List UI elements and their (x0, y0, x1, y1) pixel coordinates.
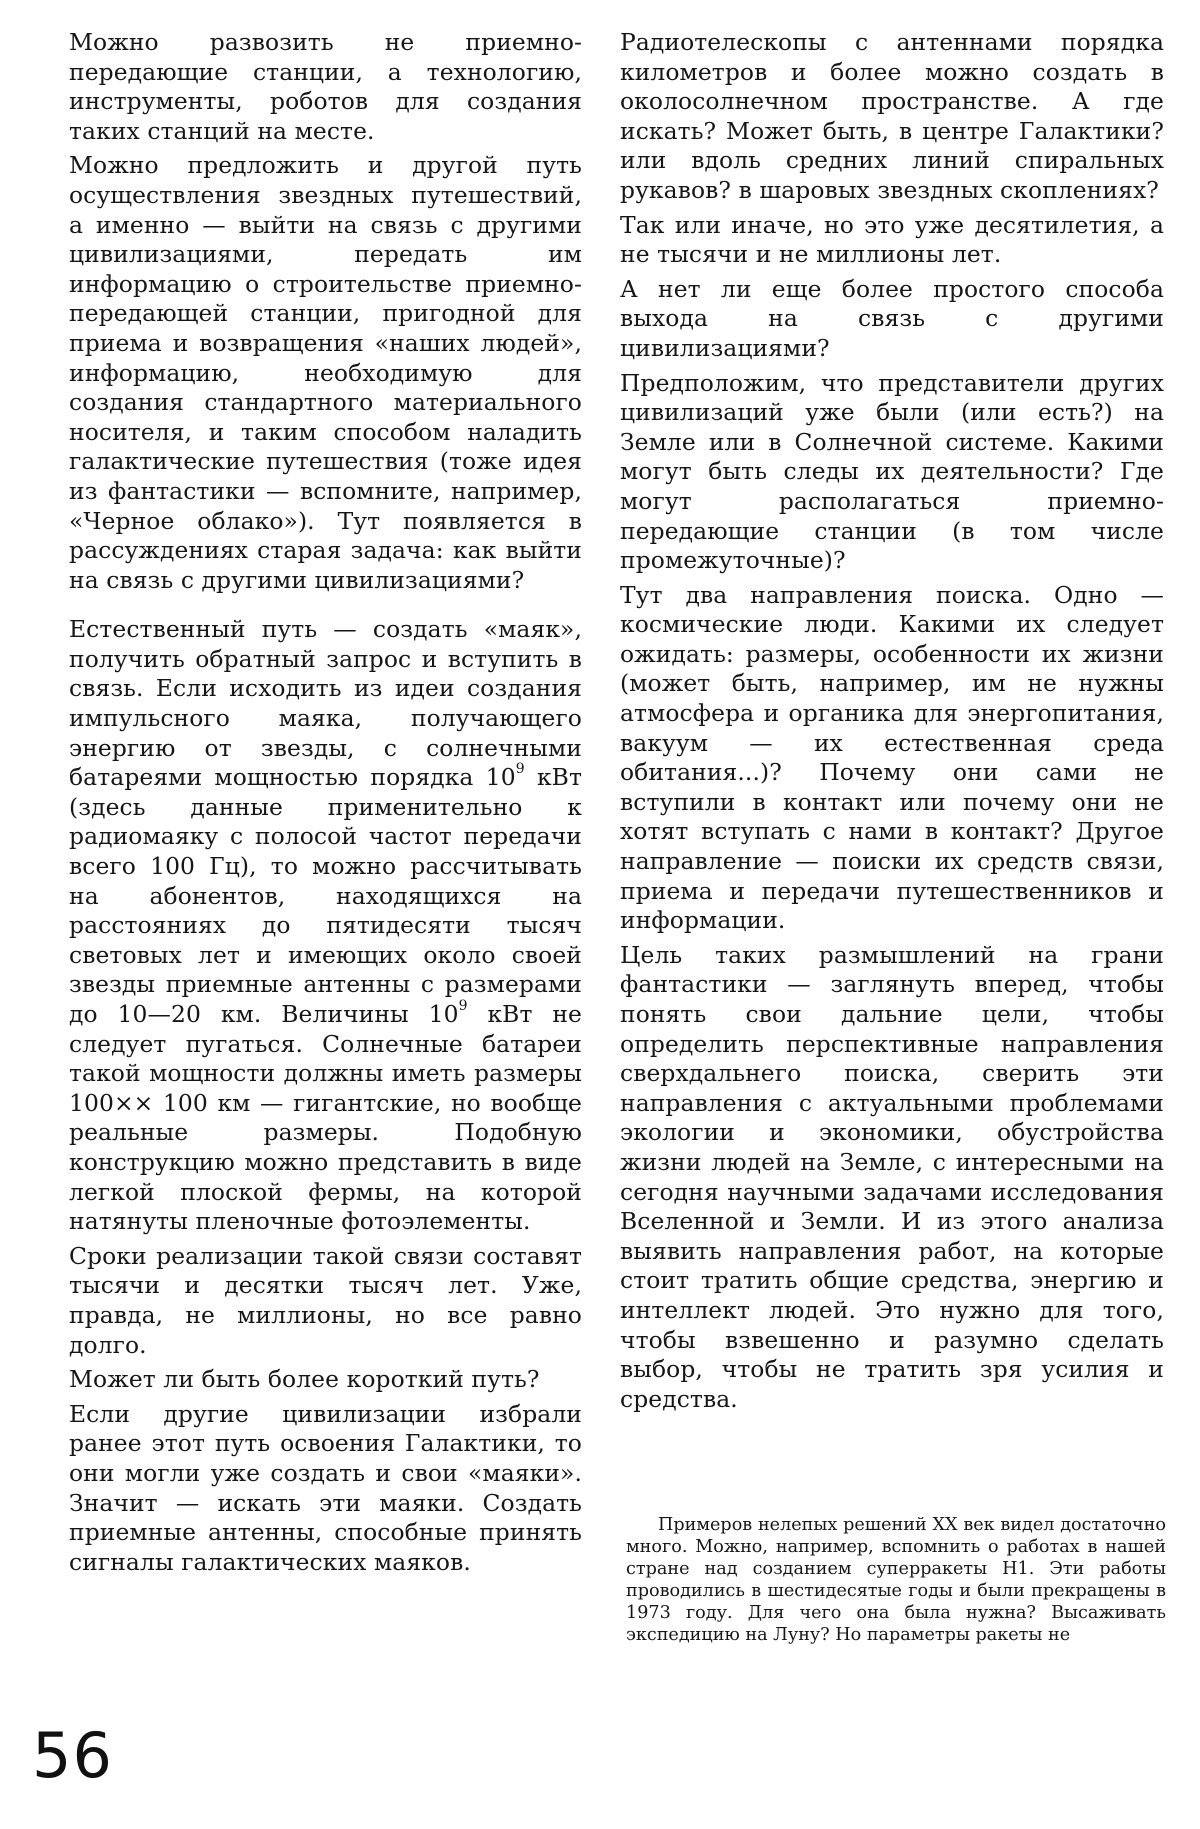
paragraph: Цель таких размышлений на грани фантастики — заглянуть вперед, чтобы понять свои дальние цели, чтобы определить перспективные направления сверхдальнего поиска, сверить эти направления с актуальными проблемами экологии и экономики, обустройства жизни людей на Земле, с интересными на сегодня научными задачами исследования Вселенной и Земли. И из этого анализа выявить направления работ, на которые стоит тратить общие средства, энергию и интеллект людей. Это нужно для того, чтобы взвешенно и разумно сделать выбор, чтобы не тратить зря усилия и средства. (620, 940, 1164, 1413)
paragraph-part: кВт не следует пугаться. Солнечные батареи такой мощности должны иметь размеры 100×× 100 км — гигантские, но вообще реальные размеры. Подобную конструкцию можно представить в виде легкой плоской фермы, на которой натянуты пленочные фотоэлементы. (69, 1000, 582, 1236)
page-number: 56 (32, 1719, 113, 1792)
exponent: 9 (458, 998, 468, 1015)
paragraph: Если другие цивилизации избрали ранее этот путь освоения Галактики, то они могли уже создать и свои «маяки». Значит — искать эти маяки. Создать приемные антенны, способные принять сигналы галактических маяков. (69, 1399, 582, 1576)
paragraph: Сроки реализации такой связи составят тысячи и десятки тысяч лет. Уже, правда, не миллионы, но все равно долго. (69, 1241, 582, 1359)
paragraph-part: кВт (здесь данные применительно к радиомаяку с полосой частот передачи всего 100 Гц), то можно рассчитывать на абонентов, находящихся на расстояниях до пятидесяти тысяч световых лет и имеющих около своей звезды приемные антенны с размерами до 10—20 км. Величины 10 (69, 763, 582, 1028)
left-column (69, 28, 582, 1577)
footnote: Примеров нелепых решений XX век видел достаточно много. Можно, например, вспомнить о работах в нашей стране над созданием суперракеты Н1. Эти работы проводились в шестидесятые годы и были прекращены в 1973 году. Для чего она была нужна? Высаживать экспедицию на Луну? Но параметры ракеты не (626, 1515, 1166, 1645)
exponent: 9 (515, 761, 525, 778)
paragraph: Можно предложить и другой путь осуществления звездных путешествий, а именно — выйти на связь с другими цивилизациями, передать им информацию о строительстве приемно-передающей станции, пригодной для приема и возвращения «наших людей», информацию, необходимую для создания стандартного материального носителя, и таким способом наладить галактические путешествия (тоже идея из фантастики — вспомните, например, «Черное облако»). Тут появляется в рассуждениях старая задача: как выйти на связь с другими цивилизациями? (69, 151, 582, 594)
paragraph-part: Естественный путь — создать «маяк», получить обратный запрос и вступить в связь. Если исходить из идеи создания импульсного маяка, получающего энергию от звезды, с солнечными батареями мощностью порядка 10 (69, 615, 582, 792)
paragraph: Может ли быть более короткий путь? (69, 1365, 540, 1394)
paragraph: Можно развозить не приемно-передающие станции, а технологию, инструменты, роботов для создания таких станций на месте. (69, 28, 582, 145)
paragraph: А нет ли еще более простого способа выхода на связь с другими цивилизациями? (620, 274, 1164, 362)
paragraph: Предположим, что представители других цивилизаций уже были (или есть?) на Земле или в Солнечной системе. Какими могут быть следы их деятельности? Где могут располагаться приемно-передающие станции (в том числе промежуточные)? (620, 368, 1164, 575)
paragraph: Так или иначе, но это уже десятилетия, а не тысячи и не миллионы лет. (620, 210, 1164, 269)
paragraph: Тут два направления поиска. Одно — космические люди. Какими их следует ожидать: размеры, особенности их жизни (может быть, например, им не нужны атмосфера и органика для энергопитания, вакуум — их естественная среда обитания...)? Почему они сами не вступили в контакт или почему они не хотят вступать с нами в контакт? Другое направление — поиски их средств связи, приема и передачи путешественников и информации. (620, 580, 1164, 935)
right-column (620, 28, 1164, 1414)
paragraph: Радиотелескопы с антеннами порядка километров и более можно создать в околосолнечном пространстве. А где искать? Может быть, в центре Галактики? или вдоль средних линий спиральных рукавов? в шаровых звездных скоплениях? (620, 28, 1164, 204)
paragraph-beacon (69, 615, 582, 1236)
